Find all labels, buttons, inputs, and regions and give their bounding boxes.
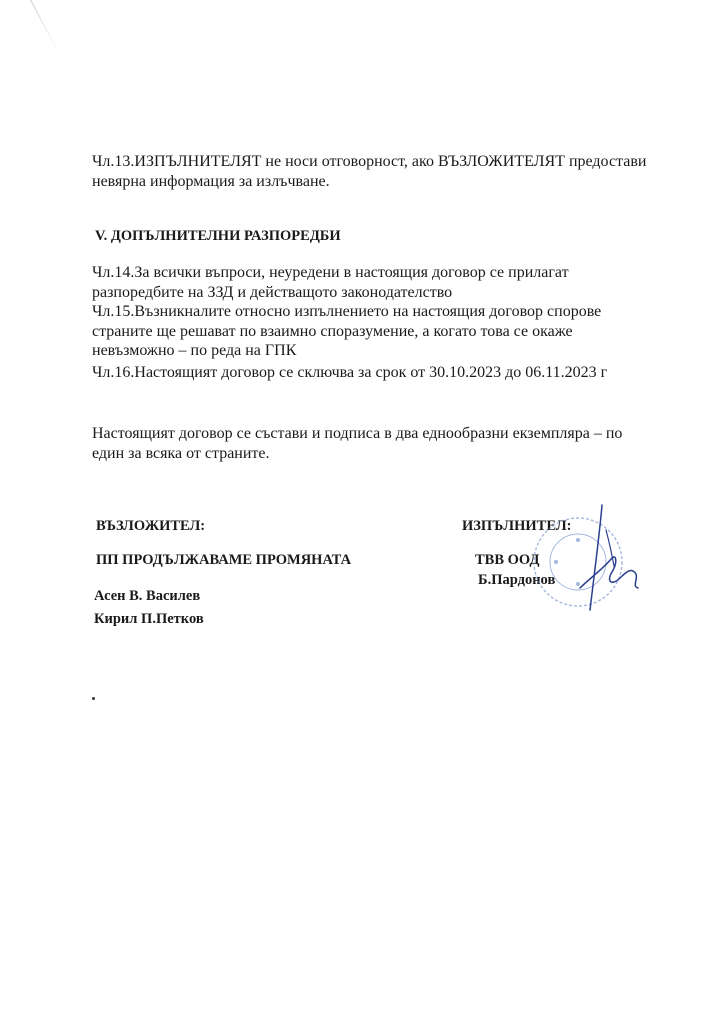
client-signatory-1: Асен В. Василев [94, 588, 201, 604]
stray-mark [92, 697, 95, 700]
scan-edge-mark [30, 0, 59, 53]
article-16: Чл.16.Настоящият договор се сключва за срок от 30.10.2023 до 06.11.2023 г [92, 364, 608, 381]
stamp-and-signature [520, 500, 670, 625]
contractor-organization: ТВВ ООД [475, 552, 540, 568]
handwritten-signature [580, 505, 638, 610]
contractor-role: ИЗПЪЛНИТЕЛ: [462, 518, 572, 534]
article-15: Чл.15.Възникналите относно изпълнението на настоящия договор спорове страните ще решават по взаимно споразумение, а когато това се окаже невъзможно – по реда на ГПК [92, 303, 602, 359]
section-heading: V. ДОПЪЛНИТЕЛНИ РАЗПОРЕДБИ [95, 228, 341, 244]
client-signatory-2: Кирил П.Петков [94, 611, 204, 627]
article-13: Чл.13.ИЗПЪЛНИТЕЛЯТ не носи отговорност, ако ВЪЗЛОЖИТЕЛЯТ предостави невярна информация за излъчване. [92, 153, 647, 190]
closing-paragraph: Настоящият договор се състави и подписа в два еднообразни екземпляра – по един за всяка от страните. [92, 425, 623, 462]
contractor-signatory: Б.Пардонов [478, 572, 556, 588]
client-organization: ПП ПРОДЪЛЖАВАМЕ ПРОМЯНАТА [96, 552, 352, 568]
client-role: ВЪЗЛОЖИТЕЛ: [96, 518, 206, 534]
article-14: Чл.14.За всички въпроси, неуредени в настоящия договор се прилагат разпоредбите на ЗЗД и действащото законодателство [92, 264, 569, 301]
